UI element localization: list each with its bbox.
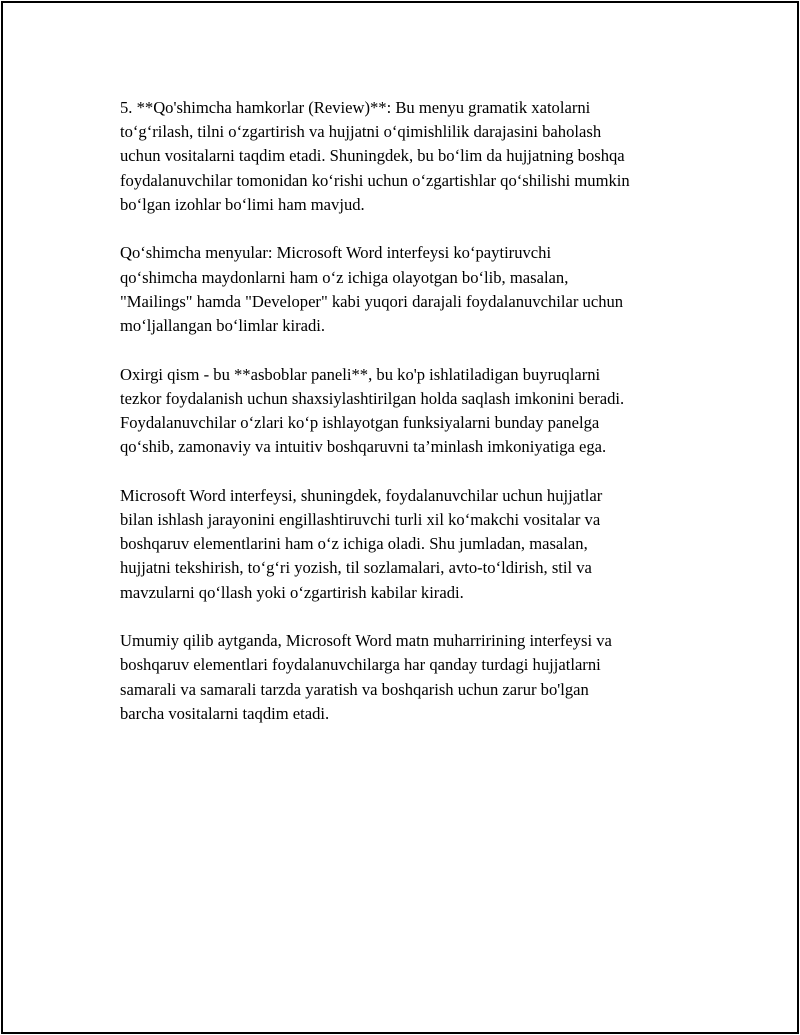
text-line: hujjatni tekshirish, to‘g‘ri yozish, til sozlamalari, avto-to‘ldirish, stil va <box>120 558 592 578</box>
text-line: Umumiy qilib aytganda, Microsoft Word matn muharririning interfeysi va <box>120 631 612 651</box>
paragraph-additional-menus <box>120 241 700 338</box>
text-line: qo‘shimcha maydonlarni ham o‘z ichiga olayotgan bo‘lib, masalan, <box>120 267 569 287</box>
text-line: Oxirgi qism - bu **asboblar paneli**, bu ko'p ishlatiladigan buyruqlarni <box>120 364 601 384</box>
text-line: "Mailings" hamda "Developer" kabi yuqori darajali foydalanuvchilar uchun <box>120 291 624 311</box>
document-body <box>120 96 700 750</box>
text-line: samarali va samarali tarzda yaratish va boshqarish uchun zarur bo'lgan <box>120 679 589 699</box>
paragraph-helper-tools <box>120 484 700 605</box>
text-line: Foydalanuvchilar o‘zlari ko‘p ishlayotgan funksiyalarni bunday panelga <box>120 413 600 433</box>
document-page <box>1 1 799 1034</box>
text-line: tezkor foydalanish uchun shaxsiylashtirilgan holda saqlash imkonini beradi. <box>120 388 625 408</box>
text-line: 5. **Qo'shimcha hamkorlar (Review)**: Bu menyu gramatik xatolarni <box>120 98 591 117</box>
text-line: barcha vositalarni taqdim etadi. <box>120 703 330 723</box>
text-line: mavzularni qo‘llash yoki o‘zgartirish kabilar kiradi. <box>120 582 464 602</box>
text-line: uchun vositalarni taqdim etadi. Shuningdek, bu bo‘lim da hujjatning boshqa <box>120 146 625 166</box>
text-line: bilan ishlash jarayonini engillashtiruvchi turli xil ko‘makchi vositalar va <box>120 510 601 530</box>
paragraph-toolbar <box>120 363 700 460</box>
text-line: Qo‘shimcha menyular: Microsoft Word interfeysi ko‘paytiruvchi <box>120 243 552 263</box>
text-line: foydalanuvchilar tomonidan ko‘rishi uchun o‘zgartishlar qo‘shilishi mumkin <box>120 170 630 190</box>
text-line: mo‘ljallangan bo‘limlar kiradi. <box>120 316 326 336</box>
text-line: boshqaruv elementlari foydalanuvchilarga har qanday turdagi hujjatlarni <box>120 655 601 675</box>
paragraph-conclusion <box>120 629 700 726</box>
text-line: Microsoft Word interfeysi, shuningdek, foydalanuvchilar uchun hujjatlar <box>120 485 603 505</box>
text-line: bo‘lgan izohlar bo‘limi ham mavjud. <box>120 194 365 214</box>
text-line: to‘g‘rilash, tilni o‘zgartirish va hujjatni o‘qimishlilik darajasini baholash <box>120 122 602 142</box>
paragraph-review-menu <box>120 96 700 217</box>
text-line: boshqaruv elementlarini ham o‘z ichiga oladi. Shu jumladan, masalan, <box>120 534 588 554</box>
text-line: qo‘shib, zamonaviy va intuitiv boshqaruvni ta’minlash imkoniyatiga ega. <box>120 437 607 457</box>
